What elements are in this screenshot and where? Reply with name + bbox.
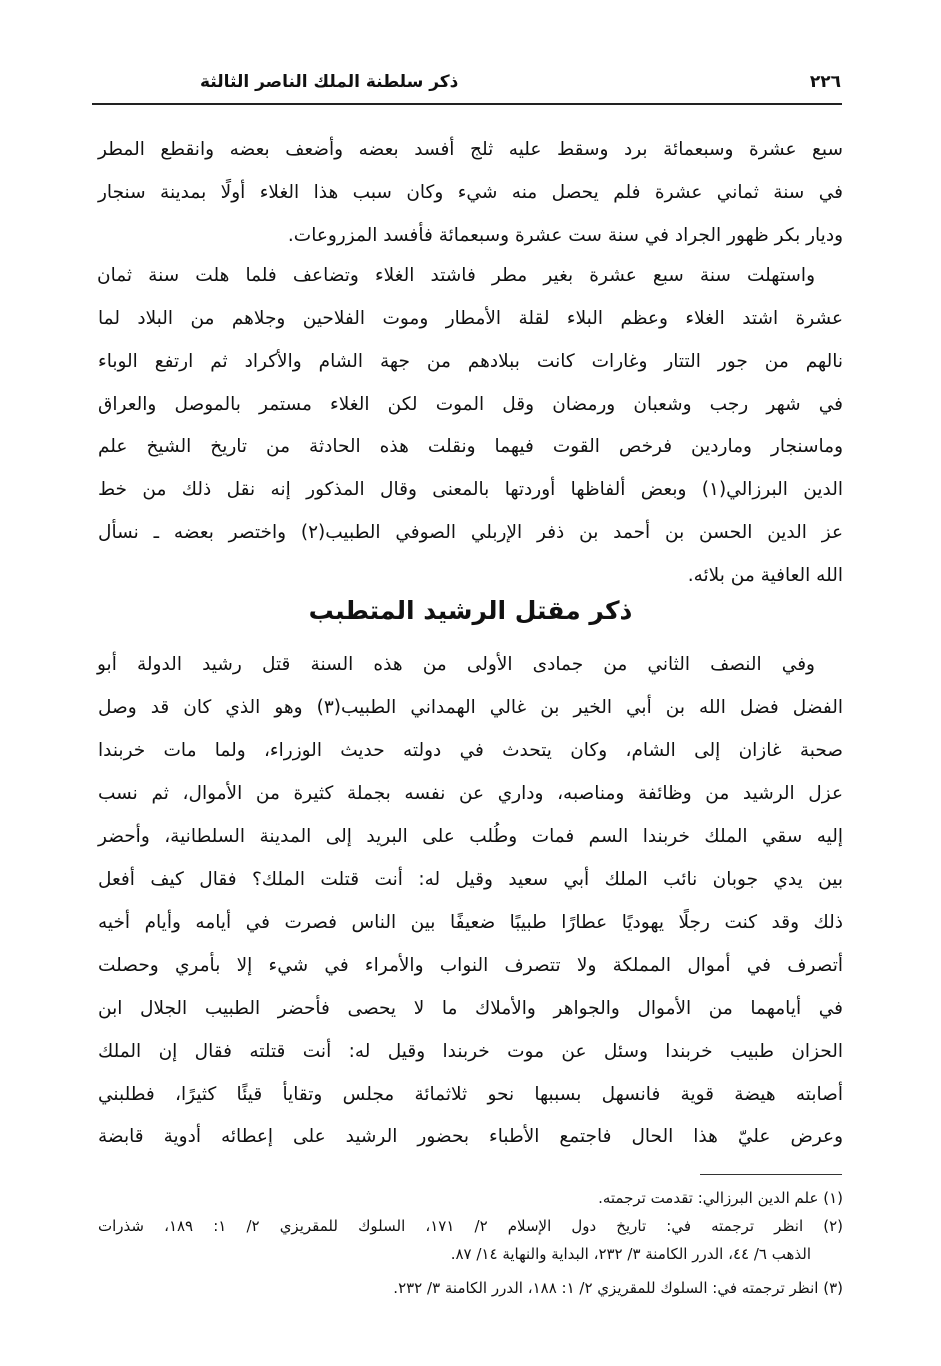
text-line: صحبة غازان إلى الشام، وكان يتحدث في دولته حديث الوزراء، ولما مات خربندا [98,740,843,761]
text-line: وماسنجار وماردين فرخص القوت فيهما ونقلت هذه الحادثة من تاريخ الشيخ علم [98,436,843,457]
text-line: بين يدي جوبان نائب الملك أبي سعيد وقيل له: أنت قتلت الملك؟ فقال كيف أفعل [98,869,843,890]
text-line: ذلك وقد كنت رجلًا يهوديًا عطارًا طبيبًا ضعيفًا بين الناس فصرت في أيامه وأيام أخيه [98,912,843,933]
text-line: الحزان طبيب خربندا وسئل عن موت خربندا وقيل له: أنت قتلته فقال إن الملك [98,1041,843,1062]
section-heading: ذكر مقتل الرشيد المتطبب [308,596,633,625]
text-line: نالهم من جور التتار وغارات كانت ببلادهم من جهة الشام والأكراد ثم ارتفع الوباء [98,351,843,372]
text-line: وعرض عليّ هذا الحال فاجتمع الأطباء بحضور الرشيد على إعطائه أدوية قابضة [98,1126,843,1147]
text-line: وديار بكر ظهور الجراد في سنة ست عشرة وسبعمائة فأفسد المزروعات. [287,225,843,246]
running-title: ذكر سلطنة الملك الناصر الثالثة [200,72,459,92]
text-line: الله العافية من بلائه. [687,565,843,586]
page-number: ٢٢٦ [809,72,841,92]
text-line: أتصرف في أموال المملكة ولا تتصرف النواب والأمراء في شيء إلا بأمري وحصلت [98,955,843,976]
text-line: في أيامهما من الأموال والجواهر والأملاك ما لا يحصى فأحضر الطبيب الجلال ابن [98,998,843,1019]
footnote: الذهب ٦/ ٤٤، الدرر الكامنة ٣/ ٢٣٢، البداية والنهاية ١٤/ ٨٧. [450,1245,811,1263]
text-line: سبع عشرة وسبعمائة برد وسقط عليه ثلج أفسد بعضه وأضعف بعضه وانقطع المطر [98,139,843,160]
footnote-rule [700,1174,842,1175]
text-line: عشرة اشتد الغلاء وعظم البلاء لقلة الأمطار وموت الفلاحين وجلاهم من البلاد لما [98,308,843,329]
text-line: وفي النصف الثاني من جمادى الأولى من هذه السنة قتل رشيد الدولة أبو [97,654,815,675]
footnote: (٣) انظر ترجمته في: السلوك للمقريزي ٢/ ١: ١٨٨، الدرر الكامنة ٣/ ٢٣٢. [393,1279,843,1297]
text-line: في سنة ثماني عشرة فلم يحصل منه شيء وكان سبب هذا الغلاء أولًا بمدينة سنجار [98,182,843,203]
text-line: عز الدين الحسن بن أحمد بن ذفر الإربلي الصوفي الطبيب(٢) واختصر بعضه ـ نسأل [98,522,843,543]
header-rule [92,103,842,105]
text-line: إليه سقي الملك خربندا السم فمات وطُلب على البريد إلى المدينة السلطانية، وأحضر [98,826,843,847]
text-line: الفضل فضل الله بن أبي الخير بن غالي الهمداني الطبيب(٣) وهو الذي كان قد وصل [98,697,843,718]
text-line: واستهلت سنة سبع عشرة بغير مطر فاشتد الغلاء وتضاعف فلما هلت سنة ثمان [97,265,815,286]
footnote: (٢) انظر ترجمته في: تاريخ دول الإسلام ٢/ ١٧١، السلوك للمقريزي ٢/ ١: ١٨٩، شذرات [98,1217,843,1235]
text-line: في شهر رجب وشعبان ورمضان وقل الموت لكن الغلاء مستمر بالموصل والعراق [98,394,843,415]
text-line: الدين البرزالي(١) وبعض ألفاظها أوردتها بالمعنى وقال المذكور إنه نقل ذلك من خط [98,479,843,500]
footnote: (١) علم الدين البرزالي: تقدمت ترجمته. [598,1189,843,1207]
text-line: أصابته هيضة قوية فانسهل بسببها نحو ثلاثمائة مجلس وتقايأ قيئًا كثيرًا، فطلبني [98,1084,843,1105]
text-line: عزل الرشيد من وظائفة ومناصبه، وداري عن نفسه بجملة كثيرة من الأموال، ثم نسب [98,783,843,804]
